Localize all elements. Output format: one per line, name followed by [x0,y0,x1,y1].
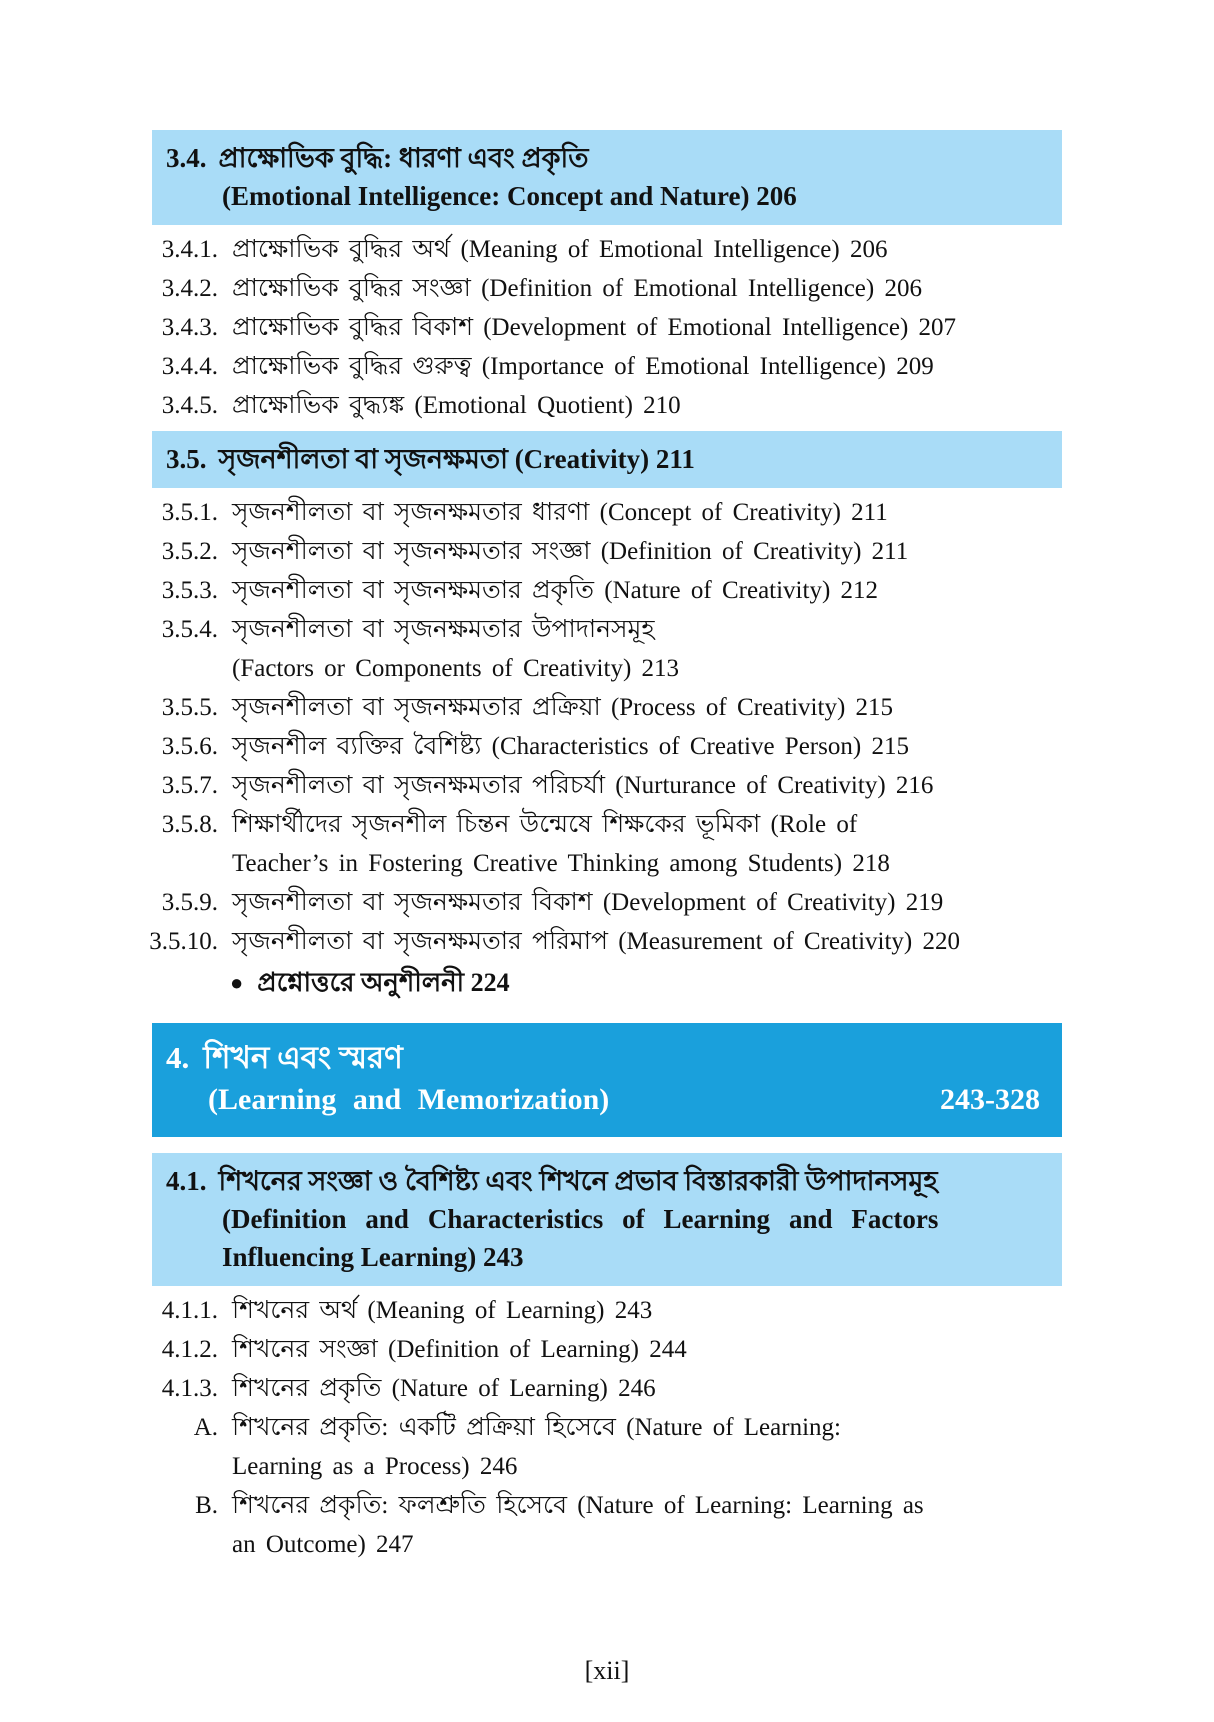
item-number: 3.5.5. [161,694,218,721]
item-text [232,688,893,727]
toc-subitem [140,1486,1062,1564]
item-text [232,230,887,269]
item-line: an Outcome) 247 [232,1531,414,1558]
exercise-bullet-row [230,963,1062,1003]
item-line: শিক্ষার্থীদের সৃজনশীল চিন্তন উন্মেষে শিক্ষকের ভূমিকা (Role of [232,811,858,838]
item-line: প্রাক্ষোভিক বুদ্ধ্যঙ্ক (Emotional Quotient) 210 [232,392,681,419]
item-line: সৃজনশীলতা বা সৃজনক্ষমতার প্রক্রিয়া (Process of Creativity) 215 [232,694,894,721]
item-text [232,922,960,961]
section-title [219,440,695,478]
toc-item [140,571,1062,610]
item-text [232,805,890,883]
item-line: শিখনের প্রকৃতি: একটি প্রক্রিয়া হিসেবে (Nature of Learning: [232,1414,841,1441]
chapter-title-en: (Learning and Memorization) [208,1083,610,1116]
section-title-en: Influencing Learning) 243 [222,1242,524,1272]
item-line: শিখনের প্রকৃতি (Nature of Learning) 246 [232,1375,656,1402]
section-header-3-4 [152,130,1062,225]
item-group-3-4 [140,230,1062,425]
item-number: 3.5.9. [161,889,218,916]
chapter-title-bn: শিখন এবং স্মরণ [203,1040,403,1075]
item-text [232,1291,652,1330]
toc-item [140,308,1062,347]
section-title-bn: শিখনের সংজ্ঞা ও বৈশিষ্ট্য এবং শিখনে প্রভাব বিস্তারকারী উপাদানসমূহ [218,1166,938,1196]
item-number: 3.4.1. [161,236,218,263]
item-line: প্রাক্ষোভিক বুদ্ধির অর্থ (Meaning of Emotional Intelligence) 206 [232,236,888,263]
section-header-line [166,139,1050,177]
item-line: Teacher’s in Fostering Creative Thinking among Students) 218 [232,850,890,877]
item-number: 3.5.7. [161,772,218,799]
item-group-3-5 [140,493,1062,1003]
section-title-bn: প্রাক্ষোভিক বুদ্ধি: ধারণা এবং প্রকৃতি [218,143,589,173]
bullet-icon: ● [230,970,244,995]
item-group-4-1 [140,1291,1062,1564]
item-text [232,1330,687,1369]
item-line: সৃজনশীলতা বা সৃজনক্ষমতার প্রকৃতি (Nature of Creativity) 212 [232,577,879,604]
item-text [232,1369,656,1408]
item-text [232,1408,841,1486]
item-text [232,386,681,425]
item-line: (Factors or Components of Creativity) 213 [232,655,680,682]
toc-item [140,532,1062,571]
item-text [232,883,943,922]
item-number: 3.5.1. [161,499,218,526]
item-line: শিখনের সংজ্ঞা (Definition of Learning) 244 [232,1336,687,1363]
item-line: সৃজনশীলতা বা সৃজনক্ষমতার পরিমাপ (Measurement of Creativity) 220 [232,928,960,955]
subitem-letter: B. [195,1492,218,1519]
item-text [232,308,956,347]
chapter-title-line [166,1037,1040,1079]
item-text [232,610,679,688]
toc-item [140,805,1062,883]
item-number: 3.5.8. [161,811,218,838]
item-line: সৃজনশীল ব্যক্তির বৈশিষ্ট্য (Characteristics of Creative Person) 215 [232,733,909,760]
subitem-letter: A. [193,1414,218,1441]
toc-item [140,269,1062,308]
item-number: 4.1.1. [161,1297,218,1324]
item-number: 3.4.4. [161,353,218,380]
toc-subitem [140,1408,1062,1486]
toc-item [140,1330,1062,1369]
section-title-en: (Creativity) 211 [514,444,695,474]
toc-item [140,610,1062,688]
section-header-line [166,440,1050,478]
chapter-header-4 [152,1023,1062,1137]
item-number: 4.1.3. [161,1375,218,1402]
page-number: [xii] [584,1656,630,1685]
item-number: 3.5.10. [149,928,218,955]
item-text [232,532,908,571]
toc-item [140,766,1062,805]
item-line: সৃজনশীলতা বা সৃজনক্ষমতার বিকাশ (Development of Creativity) 219 [232,889,944,916]
item-number: 3.4.2. [161,275,218,302]
item-line: Learning as a Process) 246 [232,1453,518,1480]
section-title-bn: সৃজনশীলতা বা সৃজনক্ষমতা [218,444,508,474]
toc-item [140,347,1062,386]
section-number: 3.4. [166,143,207,173]
section-header-line [166,1162,1050,1200]
toc-item [140,922,1062,961]
item-line: সৃজনশীলতা বা সৃজনক্ষমতার পরিচর্যা (Nurturance of Creativity) 216 [232,772,934,799]
item-number: 3.4.5. [161,392,218,419]
item-line: শিখনের প্রকৃতি: ফলশ্রুতি হিসেবে (Nature of Learning: Learning as [232,1492,924,1519]
item-line: সৃজনশীলতা বা সৃজনক্ষমতার উপাদানসমূহ [232,616,655,643]
item-text [232,347,934,386]
item-number: 3.5.3. [161,577,218,604]
item-line: সৃজনশীলতা বা সৃজনক্ষমতার ধারণা (Concept of Creativity) 211 [232,499,888,526]
toc-item [140,230,1062,269]
toc-item [140,493,1062,532]
section-header-4-1 [152,1153,1062,1286]
chapter-page-range: 243-328 [940,1083,1040,1116]
toc-item [140,1291,1062,1330]
toc-item [140,688,1062,727]
section-header-3-5 [152,431,1062,488]
toc-item [140,1369,1062,1408]
item-line: সৃজনশীলতা বা সৃজনক্ষমতার সংজ্ঞা (Definition of Creativity) 211 [232,538,909,565]
chapter-subtitle-line [208,1079,1040,1121]
item-number: 3.5.6. [161,733,218,760]
item-line: প্রাক্ষোভিক বুদ্ধির বিকাশ (Development of Emotional Intelligence) 207 [232,314,957,341]
chapter-number: 4. [166,1040,190,1075]
item-text [232,1486,924,1564]
item-line: প্রাক্ষোভিক বুদ্ধির গুরুত্ব (Importance of Emotional Intelligence) 209 [232,353,934,380]
section-number: 4.1. [166,1166,207,1196]
item-number: 3.5.4. [161,616,218,643]
item-text [232,727,909,766]
item-line: শিখনের অর্থ (Meaning of Learning) 243 [232,1297,653,1324]
item-number: 4.1.2. [161,1336,218,1363]
exercise-label: প্রশ্নোত্তরে অনুশীলনী 224 [257,968,510,997]
item-text [232,493,888,532]
toc-content [140,130,1062,1564]
toc-item [140,727,1062,766]
item-line: প্রাক্ষোভিক বুদ্ধির সংজ্ঞা (Definition of Emotional Intelligence) 206 [232,275,922,302]
toc-item [140,386,1062,425]
item-text [232,766,933,805]
section-title-en: (Emotional Intelligence: Concept and Nature) 206 [222,181,797,211]
section-title-en: (Definition and Characteristics of Learning and Factors [222,1204,939,1234]
section-number: 3.5. [166,444,207,474]
toc-item [140,883,1062,922]
item-number: 3.5.2. [161,538,218,565]
item-text [232,571,878,610]
item-number: 3.4.3. [161,314,218,341]
item-text [232,269,922,308]
